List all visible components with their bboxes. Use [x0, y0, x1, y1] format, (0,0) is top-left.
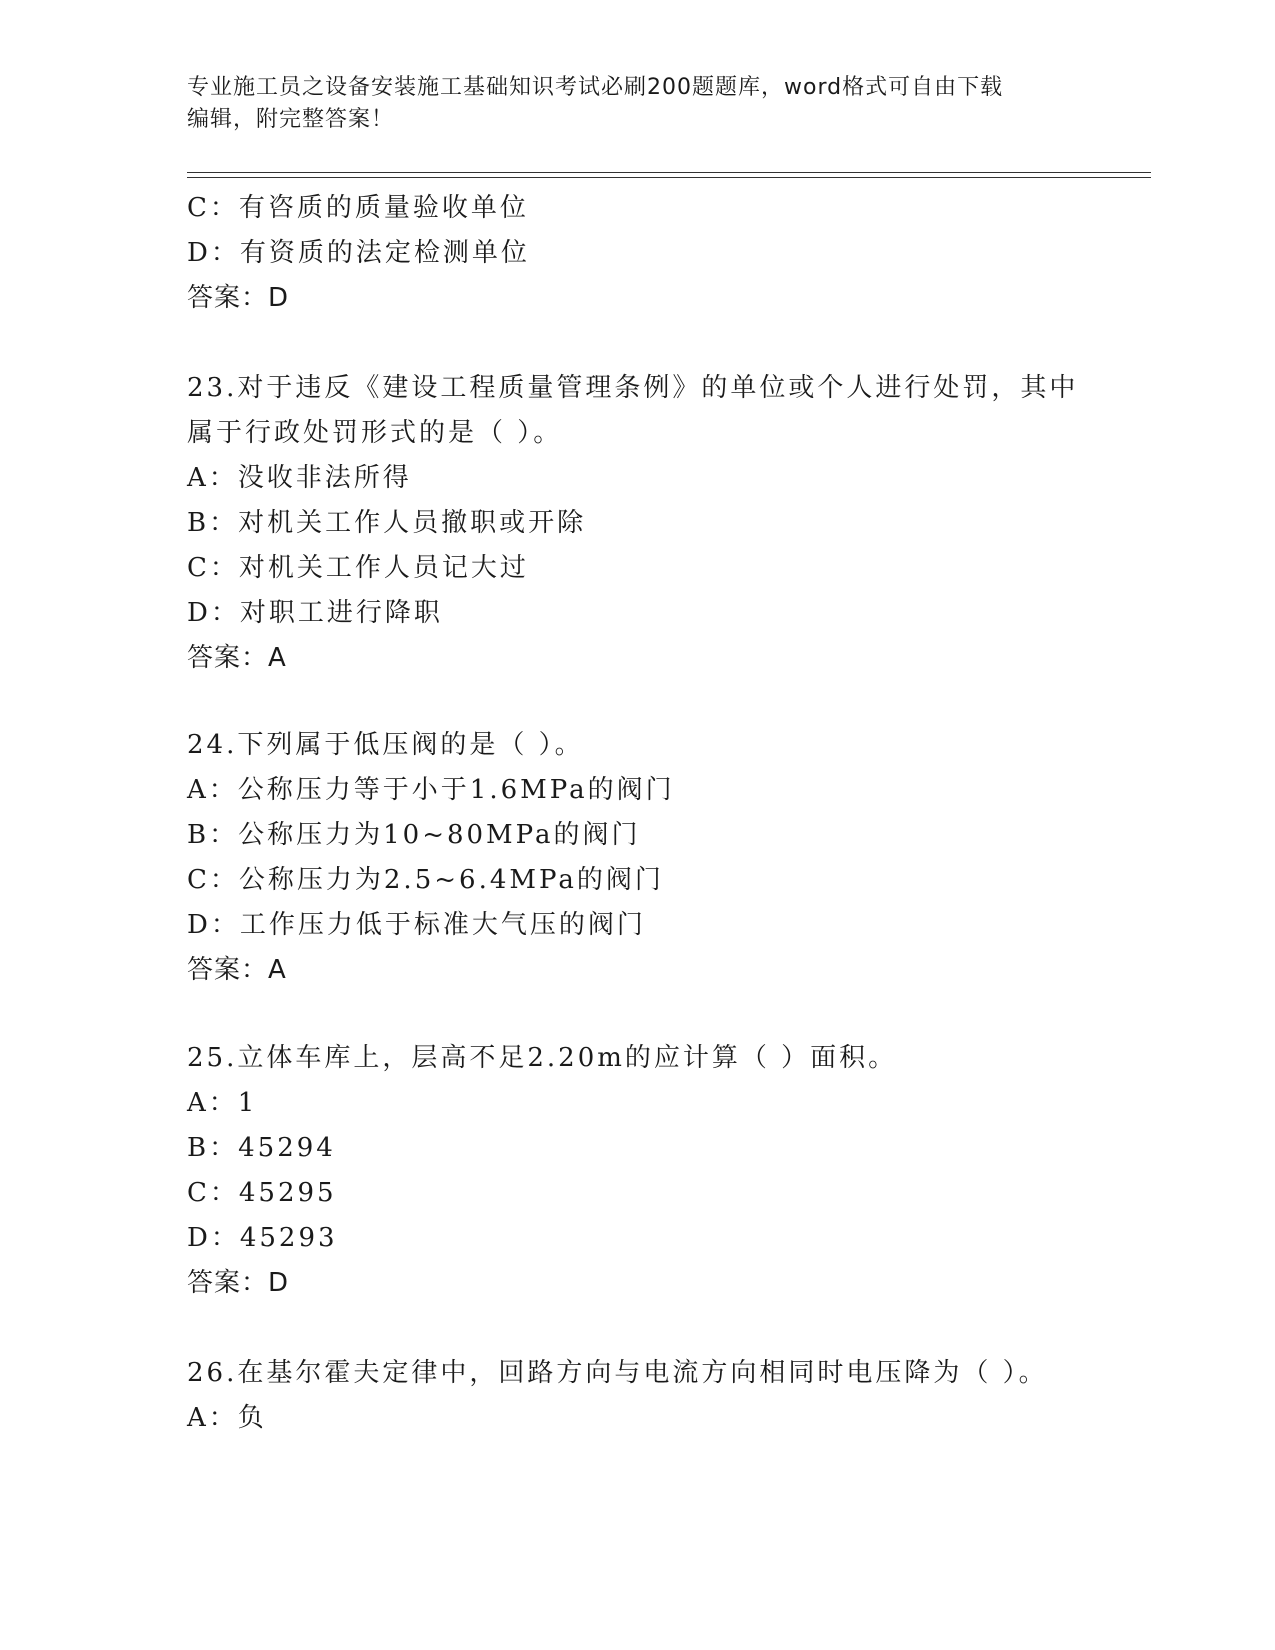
q25-stem-line-1: 25.立体车库上，层高不足2.20m的应计算（ ）面积。 [187, 1043, 898, 1073]
q24-option-b: B：公称压力为10~80MPa的阀门 [187, 820, 641, 850]
header-divider-top [187, 172, 1151, 173]
q26-option-a: A：负 [187, 1403, 267, 1433]
q26-stem-line-1: 26.在基尔霍夫定律中，回路方向与电流方向相同时电压降为（ ）。 [187, 1358, 1048, 1388]
document-title-line-1: 专业施工员之设备安装施工基础知识考试必刷200题题库，word格式可自由下载 [187, 75, 1004, 100]
q24-option-c: C：公称压力为2.5~6.4MPa的阀门 [187, 865, 664, 895]
q24-option-d: D：工作压力低于标准大气压的阀门 [187, 910, 646, 940]
q24-option-a: A：公称压力等于小于1.6MPa的阀门 [187, 775, 675, 805]
header-divider-bottom [187, 177, 1151, 178]
prev-option-c: C：有咨质的质量验收单位 [187, 193, 529, 223]
q25-option-d: D：45293 [187, 1223, 338, 1253]
prev-option-d: D：有资质的法定检测单位 [187, 238, 530, 268]
q23-option-a: A：没收非法所得 [187, 463, 412, 493]
q24-stem-line-1: 24.下列属于低压阀的是（ ）。 [187, 730, 584, 760]
document-title-line-2: 编辑，附完整答案！ [187, 107, 395, 132]
q25-answer: 答案：D [187, 1268, 290, 1298]
q24-answer: 答案：A [187, 955, 287, 985]
q23-stem-line-1: 23.对于违反《建设工程质量管理条例》的单位或个人进行处罚，其中 [187, 373, 1079, 403]
q23-option-b: B：对机关工作人员撤职或开除 [187, 508, 587, 538]
q25-option-a: A：1 [187, 1088, 258, 1118]
q23-option-c: C：对机关工作人员记大过 [187, 553, 529, 583]
prev-answer: 答案：D [187, 283, 290, 313]
q23-answer: 答案：A [187, 643, 287, 673]
q23-stem-line-2: 属于行政处罚形式的是（ ）。 [187, 418, 563, 448]
q25-option-c: C：45295 [187, 1178, 337, 1208]
q23-option-d: D：对职工进行降职 [187, 598, 443, 628]
q25-option-b: B：45294 [187, 1133, 336, 1163]
